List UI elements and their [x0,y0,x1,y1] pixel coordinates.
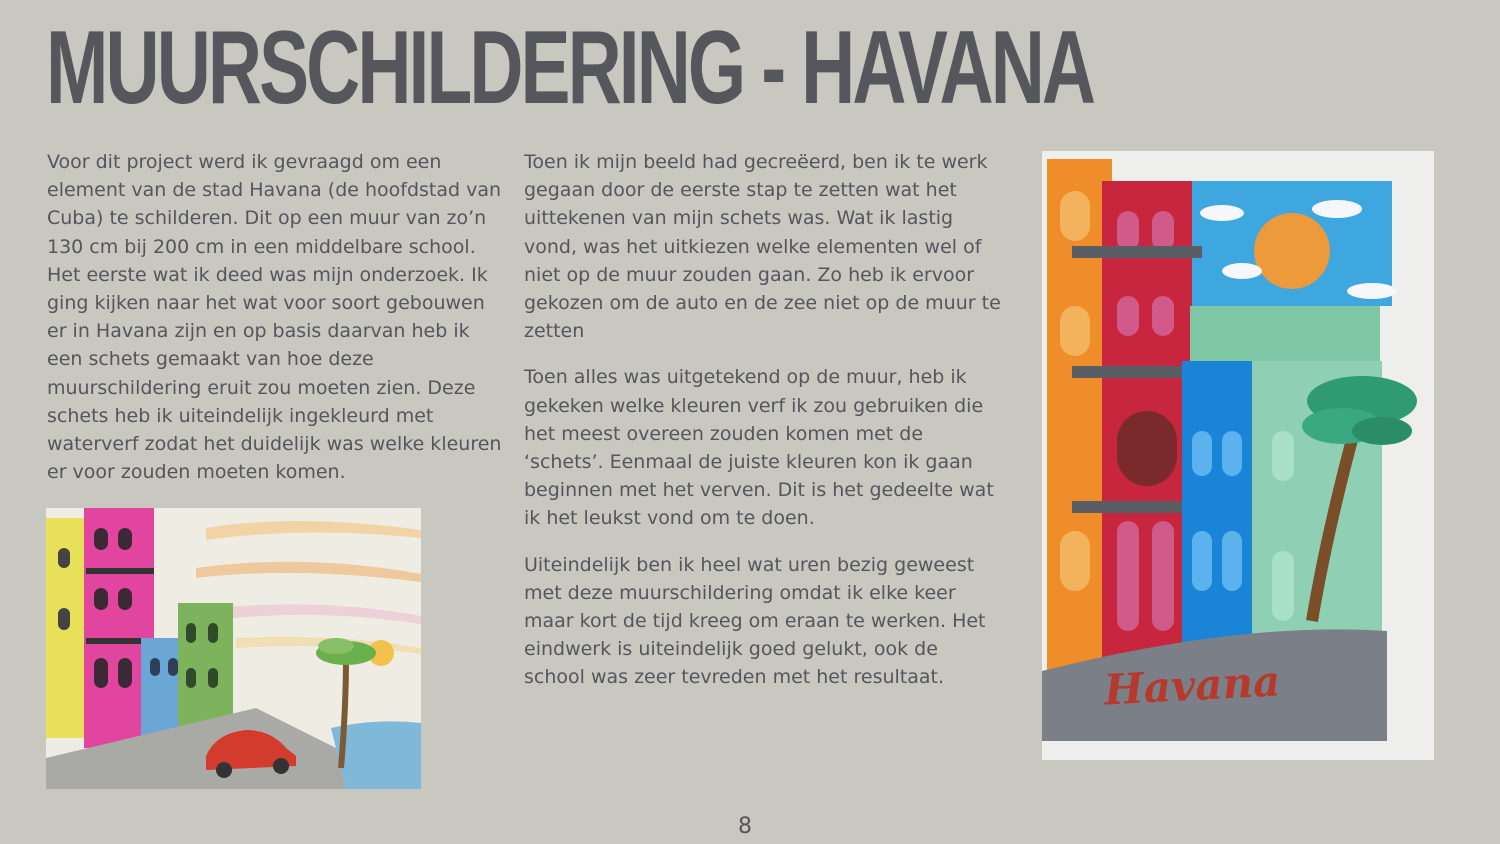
text-column-middle [524,148,1004,710]
paragraph: Toen ik mijn beeld had gecreëerd, ben ik te werk gegaan door de eerste stap te zetten wat het uittekenen van mijn schets was. Wat ik lastig vond, was het uitkiezen welke elementen wel of niet op de muur zouden gaan. Zo heb ik ervoor gekozen om de auto en de zee niet op de muur te zetten [524,151,1001,343]
text-column-left [47,148,505,504]
paragraph: Uiteindelijk ben ik heel wat uren bezig geweest met deze muurschildering omdat ik elke keer maar kort de tijd kreeg om eraan te werken. Het eindwerk is uiteindelijk goed gelukt, ook de school was zeer tevreden met het resultaat. [524,553,986,689]
page-title: MUURSCHILDERING - HAVANA [46,10,1094,126]
page-number: 8 [738,814,752,839]
sketch-photo [46,508,421,789]
mural-text: Havana [1102,656,1282,715]
paragraph: Toen alles was uitgetekend op de muur, heb ik gekeken welke kleuren verf ik zou gebruiken die het meest overeen zouden komen met de ‘schets’. Eenmaal de juiste kleuren kon ik gaan beginnen met het verven. Dit is het gedeelte wat ik het leukst vond om te doen. [524,366,994,530]
paragraph: Voor dit project werd ik gevraagd om een element van de stad Havana (de hoofdstad van Cuba) te schilderen. Dit op een muur van zo’n 130 cm bij 200 cm in een middelbare school. Het eerste wat ik deed was mijn onderzoek. Ik ging kijken naar het wat voor soort gebouwen er in Havana zijn en op basis daarvan heb ik een schets gemaakt van hoe deze muurschildering eruit zou moeten zien. Deze schets heb ik uiteindelijk ingekleurd met waterverf zodat het duidelijk was welke kleuren er voor zouden moeten komen. [47,151,502,484]
mural-photo [1042,151,1434,760]
